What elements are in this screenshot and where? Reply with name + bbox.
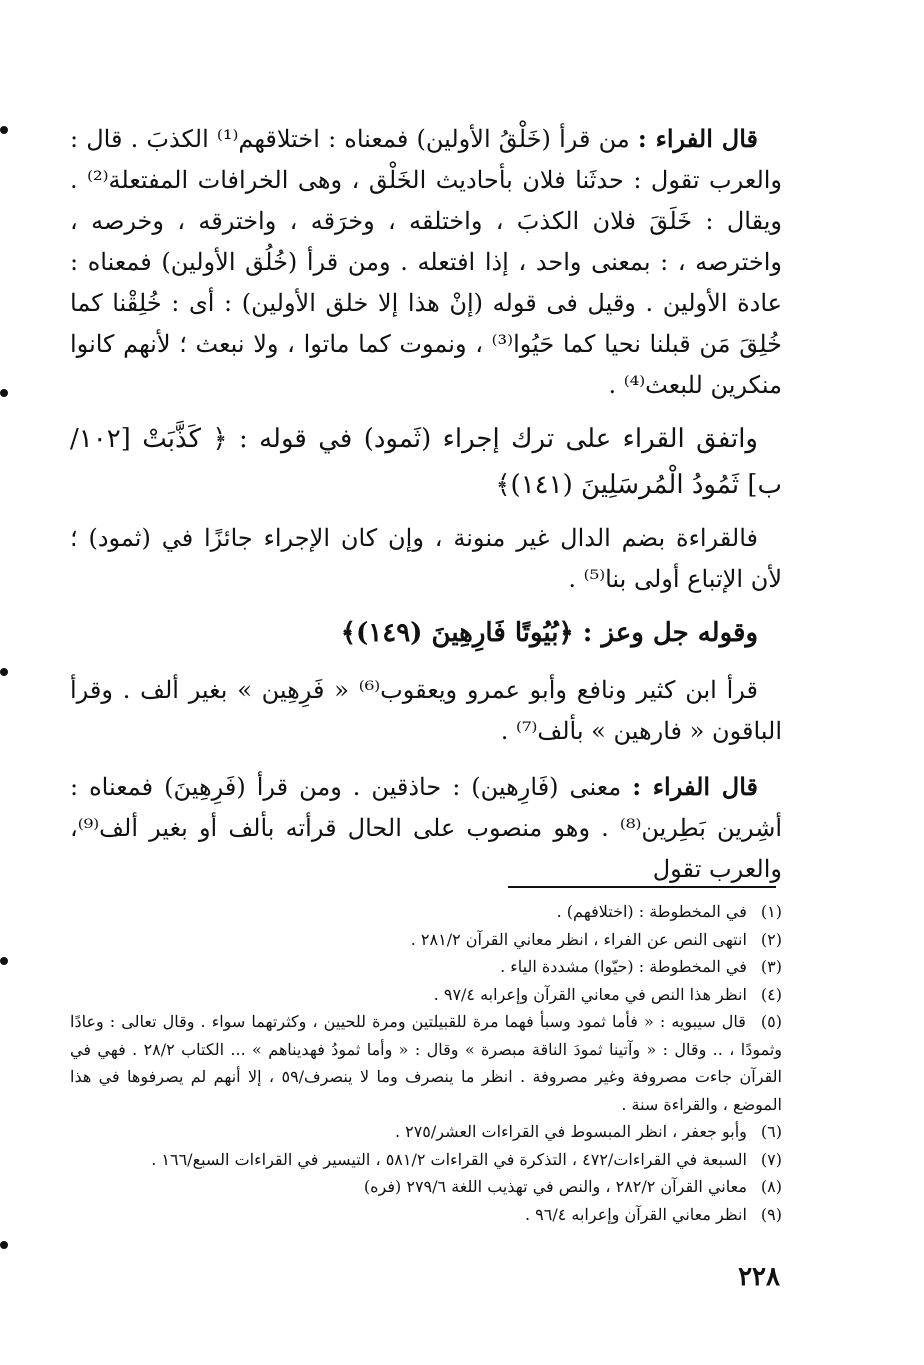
margin-mark (0, 668, 8, 676)
footnote-number: (٢) (760, 929, 782, 949)
footnote-number: (١) (760, 902, 782, 921)
footnote-text: السبعة في القراءات/٤٧٢ ، التذكرة في القراءات ٥٨١/٢ ، التيسير في القراءات السبع/١٦٦ . (151, 1149, 747, 1169)
paragraph (70, 766, 782, 890)
paragraph-text: معنى (فَارِهين) : حاذقين . ومن قرأ (فَرِهِينَ) فمعناه : أشِرين بَطِرين⁽⁸⁾ . وهو منصوب على الحال قرأته بألف أو بغير ألف⁽⁹⁾، والعرب تقول (70, 773, 782, 883)
paragraph (70, 518, 782, 600)
paragraph-text: قرأ ابن كثير ونافع وأبو عمرو ويعقوب⁽⁶⁾ « فَرِهِين » بغير ألف . وقرأ الباقون « فارهين » بألف⁽⁷⁾ . (70, 676, 782, 745)
footnote-text: انتهى النص عن الفراء ، انظر معاني القرآن ٢٨١/٢ . (410, 929, 747, 949)
footnote (70, 1118, 782, 1146)
verse-paragraph (70, 610, 782, 656)
verse-paragraph (70, 416, 782, 508)
footnotes (70, 898, 782, 1228)
margin-mark (0, 389, 8, 397)
footnote-number: (٤) (760, 984, 782, 1004)
margin-mark (0, 957, 8, 965)
footnote-number: (٩) (760, 1204, 782, 1224)
paragraph-text: فالقراءة بضم الدال غير منونة ، وإن كان الإجراء جائزًا في (ثمود) ؛ لأن الإتباع أولى بنا⁽⁵⁾ . (70, 524, 782, 593)
paragraph (70, 670, 782, 752)
footnote (70, 1008, 782, 1118)
footnote (70, 1201, 782, 1229)
footnote-text: في المخطوطة : (اختلافهم) . (556, 902, 747, 921)
footnote-separator (508, 886, 776, 888)
footnote-number: (٨) (760, 1177, 782, 1196)
margin-mark (0, 126, 8, 134)
paragraph-lead: قال الفراء : (632, 772, 759, 801)
footnote-number: (٣) (760, 957, 782, 976)
footnote (70, 1146, 782, 1174)
paragraph (70, 118, 782, 406)
footnote (70, 926, 782, 954)
footnote (70, 981, 782, 1009)
paragraph-text: واتفق القراء على ترك إجراء (ثَمود) في قوله : ﴿ كَذَّبَتْ [١٠٢/ب] ثَمُودُ الْمُرسَلِينَ (١٤١)﴾ (70, 424, 782, 500)
main-text (70, 118, 782, 890)
footnote (70, 898, 782, 926)
footnote-number: (٧) (760, 1149, 782, 1169)
footnote-text: انظر معاني القرآن وإعرابه ٩٦/٤ . (524, 1204, 747, 1224)
footnote (70, 953, 782, 981)
footnote-text: معاني القرآن ٢٨٢/٢ ، والنص في تهذيب اللغة ٢٧٩/٦ (فره) (363, 1177, 747, 1196)
footnote-text: انظر هذا النص في معاني القرآن وإعرابه ٩٧/٤ . (433, 984, 747, 1004)
footnote-number: (٦) (760, 1122, 782, 1141)
paragraph-text: وقوله جل وعز : ﴿بُيُوتًا فَارِهِينَ (١٤٩)﴾ (340, 618, 758, 648)
paragraph-lead: قال الفراء : (637, 124, 758, 153)
paragraph-text: من قرأ (خَلْقُ الأولين) فمعناه : اختلاقهم⁽¹⁾ الكذبَ . قال : والعرب تقول : حدثَنا فلان بأحاديث الخَلْق ، وهى الخرافات المفتعلة⁽²⁾ . ويقال : خَلَقَ فلان الكذبَ ، واختلقه ، وخرَقه ، واخترقه ، وخرصه ، واخترصه ، : بمعنى واحد ، إذا افتعله . ومن قرأ (خُلُق الأولين) فمعناه : عادة الأولين . وقيل فى قوله (إنْ هذا إلا خلق الأولين) : أى : خُلِقْنا كما خُلِقَ مَن قبلنا نحيا كما حَيُوا⁽³⁾ ، ونموت كما ماتوا ، ولا نبعث ؛ لأنهم كانوا منكرين للبعث⁽⁴⁾ . (70, 125, 783, 399)
footnote-text: قال سيبويه : « فأما ثمود وسبأ فهما مرة للقبيلتين ومرة للحيين ، وكثرتهما سواء . وقال تعالى : وعادًا وثمودًا ، .. وقال : « وآتينا ثمودَ الناقة مبصرة » وقال : « وأما ثمودُ فهديناهم » ... الكتاب ٢٨/٢ . فهي في القرآن جاءت مصروفة وغير مصروفة . انظر ما ينصرف وما لا ينصرف/٥٩ ، إلا أنهم لم يصرفوها في هذا الموضع ، والقراءة سنة . (70, 1012, 783, 1114)
page-number: ٢٢٨ (738, 1262, 780, 1292)
footnote-text: في المخطوطة : (حيّوا) مشددة الياء . (500, 957, 747, 976)
margin-mark (0, 1241, 8, 1249)
footnote-text: وأبو جعفر ، انظر المبسوط في القراءات العشر/٢٧٥ . (394, 1122, 747, 1141)
footnote-number: (٥) (760, 1012, 782, 1031)
footnote (70, 1173, 782, 1201)
